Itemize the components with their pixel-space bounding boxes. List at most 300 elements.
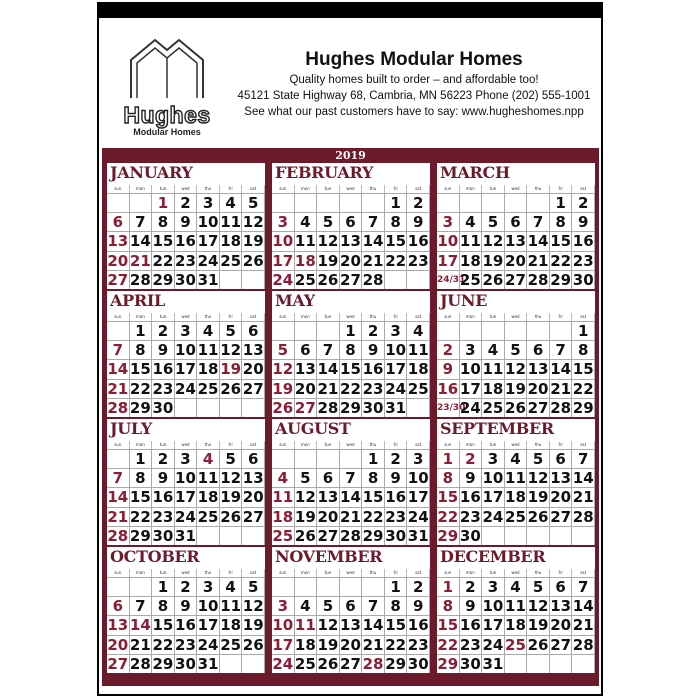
day-cell: 27	[107, 654, 129, 673]
day-cell: 3	[482, 449, 505, 468]
note-cell	[272, 321, 295, 340]
weekday-label: sat	[572, 313, 595, 321]
note-cell	[550, 526, 573, 545]
day-cell: 27	[550, 507, 572, 526]
day-cell: 9	[572, 212, 595, 231]
day-cell: 7	[550, 340, 573, 359]
day-cell: 26	[272, 398, 294, 417]
note-cell	[505, 193, 528, 212]
note-cell	[317, 577, 340, 596]
weekday-label: fri	[385, 185, 408, 193]
month-name: FEBRUARY	[275, 163, 374, 182]
calendar-year: 2019	[335, 149, 366, 162]
day-cell: 12	[317, 232, 339, 251]
note-cell	[107, 321, 130, 340]
note-cell	[295, 449, 318, 468]
day-cell: 9	[385, 468, 408, 487]
weekday-label: tue	[482, 313, 505, 321]
day-cell: 14	[340, 488, 361, 507]
day-cell: 18	[220, 616, 242, 635]
day-cell: 30	[175, 270, 196, 289]
day-cell: 4	[272, 468, 295, 487]
day-cell: 4	[505, 449, 528, 468]
weekday-label: sat	[572, 569, 595, 577]
day-cell: 30	[407, 654, 429, 673]
month-name: DECEMBER	[440, 547, 546, 566]
day-cell: 12	[220, 469, 242, 488]
day-cell: 31	[482, 654, 504, 673]
day-cell: 22	[152, 635, 174, 654]
day-cell: 18	[220, 232, 242, 251]
day-cell: 9	[175, 596, 198, 615]
weekday-header	[107, 441, 265, 449]
day-grid	[437, 321, 595, 417]
day-cell: 22	[152, 251, 174, 270]
day-cell: 9	[437, 359, 460, 378]
month-name: APRIL	[110, 291, 165, 310]
day-cell: 24	[459, 398, 481, 417]
note-cell	[572, 654, 595, 673]
weekday-label: tue	[317, 313, 340, 321]
day-cell: 1	[385, 577, 408, 596]
weekday-label: mon	[130, 313, 153, 321]
day-cell: 4	[505, 577, 528, 596]
day-cell: 30	[175, 654, 196, 673]
day-cell: 8	[362, 468, 385, 487]
day-cell: 21	[550, 379, 572, 398]
day-cell: 11	[505, 597, 526, 616]
day-cell: 11	[505, 469, 526, 488]
note-cell	[505, 654, 528, 673]
day-cell: 31	[197, 270, 219, 289]
day-cell: 27	[242, 379, 264, 398]
day-cell: 22	[362, 507, 384, 526]
day-cell: 3	[272, 596, 295, 615]
day-cell: 9	[175, 212, 198, 231]
month-october	[107, 547, 265, 673]
day-cell: 27	[242, 507, 264, 526]
day-cell: 24	[385, 379, 407, 398]
note-cell	[385, 270, 408, 289]
day-cell: 28	[107, 526, 129, 545]
day-cell: 28	[550, 398, 572, 417]
note-cell	[482, 526, 505, 545]
weekday-label: wed	[340, 313, 363, 321]
weekday-header	[437, 569, 595, 577]
day-cell: 19	[220, 488, 242, 507]
day-cell: 19	[527, 616, 549, 635]
day-cell: 2	[362, 321, 385, 340]
day-grid	[437, 449, 595, 545]
day-cell: 31	[407, 526, 429, 545]
day-cell: 20	[317, 507, 339, 526]
weekday-label: mon	[295, 441, 318, 449]
note-cell	[242, 654, 265, 673]
day-cell: 20	[294, 379, 316, 398]
note-cell	[550, 654, 573, 673]
day-cell: 15	[362, 488, 384, 507]
weekday-label: wed	[340, 441, 363, 449]
day-cell: 1	[152, 193, 175, 212]
day-cell: 29	[129, 398, 151, 417]
day-cell: 10	[407, 469, 429, 488]
day-cell: 25	[272, 526, 294, 545]
weekday-label: tue	[152, 313, 175, 321]
day-cell: 5	[482, 212, 505, 231]
note-cell	[550, 321, 573, 340]
day-cell: 14	[129, 232, 151, 251]
day-cell: 20	[107, 251, 129, 270]
day-cell: 8	[340, 340, 363, 359]
day-cell: 3	[460, 340, 483, 359]
day-cell: 4	[295, 212, 318, 231]
day-cell: 16	[152, 488, 174, 507]
day-cell: 2	[407, 193, 430, 212]
day-cell: 27	[317, 526, 339, 545]
day-cell: 10	[175, 469, 196, 488]
day-cell: 7	[527, 212, 550, 231]
month-name: AUGUST	[275, 419, 351, 438]
day-cell: 20	[107, 635, 129, 654]
company-logo	[113, 36, 221, 136]
day-cell: 27	[505, 270, 526, 289]
note-cell	[572, 526, 595, 545]
day-cell: 6	[340, 212, 363, 231]
day-cell: 26	[527, 635, 549, 654]
weekday-label: wed	[505, 185, 528, 193]
weekday-label: tue	[482, 441, 505, 449]
day-cell: 8	[152, 212, 175, 231]
day-cell: 24	[175, 507, 196, 526]
day-cell: 1	[130, 449, 153, 468]
day-cell: 6	[107, 596, 130, 615]
day-cell: 13	[242, 469, 264, 488]
day-cell: 13	[242, 341, 264, 360]
day-cell: 22	[572, 379, 594, 398]
day-cell: 26	[317, 270, 339, 289]
note-cell	[242, 270, 265, 289]
day-cell: 14	[129, 616, 151, 635]
weekday-label: tue	[482, 185, 505, 193]
note-cell	[295, 193, 318, 212]
day-cell: 29	[550, 270, 572, 289]
day-cell: 7	[130, 596, 153, 615]
day-cell: 7	[572, 449, 595, 468]
day-cell: 10	[385, 341, 407, 360]
day-cell: 21	[107, 379, 129, 398]
day-cell: 12	[482, 232, 504, 251]
day-cell: 28	[107, 398, 129, 417]
day-cell: 4	[197, 449, 220, 468]
day-cell: 10	[197, 213, 219, 232]
day-cell: 28	[572, 507, 594, 526]
note-cell	[220, 398, 243, 417]
day-cell: 13	[550, 469, 572, 488]
day-cell: 15	[572, 360, 594, 379]
day-cell: 6	[550, 449, 573, 468]
weekday-label: mon	[130, 185, 153, 193]
day-cell: 22	[340, 379, 361, 398]
day-cell: 11	[197, 469, 219, 488]
month-september	[437, 419, 595, 545]
day-cell: 24	[175, 379, 196, 398]
day-cell: 4	[482, 340, 505, 359]
day-cell: 8	[152, 596, 175, 615]
month-name: NOVEMBER	[275, 547, 383, 566]
day-cell: 10	[459, 360, 481, 379]
day-cell: 1	[130, 321, 153, 340]
calendar-sheet	[97, 2, 603, 696]
day-cell: 17	[482, 488, 504, 507]
day-cell: 3	[385, 321, 408, 340]
day-cell: 21	[340, 507, 361, 526]
note-cell	[340, 193, 363, 212]
day-cell: 17	[407, 488, 429, 507]
day-cell: 7	[107, 340, 130, 359]
note-cell	[130, 577, 153, 596]
day-cell: 10	[175, 341, 196, 360]
weekday-label: fri	[220, 185, 243, 193]
day-cell: 16	[459, 616, 481, 635]
day-cell: 11	[407, 341, 429, 360]
day-cell: 21	[362, 251, 384, 270]
day-cell: 1	[152, 577, 175, 596]
day-cell: 13	[107, 232, 129, 251]
day-cell: 14	[317, 360, 339, 379]
weekday-label: sat	[242, 313, 265, 321]
day-cell: 19	[220, 360, 242, 379]
calendar-grid	[102, 148, 599, 686]
day-cell: 17	[175, 360, 196, 379]
day-cell: 14	[107, 360, 129, 379]
day-cell: 15	[340, 360, 361, 379]
weekday-label: sat	[407, 313, 430, 321]
day-cell: 15	[152, 616, 174, 635]
day-cell: 11	[272, 488, 294, 507]
day-cell: 6	[242, 449, 265, 468]
day-cell: 6	[317, 468, 340, 487]
weekday-label: sun	[437, 441, 460, 449]
day-cell: 15	[550, 232, 572, 251]
day-cell: 29	[385, 654, 407, 673]
weekday-label: mon	[460, 185, 483, 193]
day-cell: 17	[272, 635, 294, 654]
weekday-label: sun	[107, 185, 130, 193]
day-cell: 2	[152, 449, 175, 468]
day-cell: 19	[505, 379, 526, 398]
day-cell: 5	[220, 321, 243, 340]
weekday-label: mon	[460, 441, 483, 449]
day-cell: 25	[220, 635, 242, 654]
day-cell: 18	[459, 251, 481, 270]
note-cell	[527, 654, 550, 673]
weekday-label: thu	[362, 569, 385, 577]
month-name: SEPTEMBER	[440, 419, 554, 438]
day-cell: 25	[197, 507, 219, 526]
day-cell: 5	[242, 193, 265, 212]
weekday-label: fri	[550, 313, 573, 321]
day-cell: 29	[340, 398, 361, 417]
day-cell: 5	[242, 577, 265, 596]
company-website: See what our past customers have to say: www.hugheshomes.npp	[244, 106, 584, 118]
day-cell: 5	[317, 596, 340, 615]
weekday-header	[272, 313, 430, 321]
weekday-header	[272, 185, 430, 193]
day-cell: 10	[197, 597, 219, 616]
day-cell: 15	[385, 616, 407, 635]
day-cell: 19	[317, 635, 339, 654]
day-cell: 26	[527, 507, 549, 526]
day-cell: 7	[340, 468, 363, 487]
day-cell: 27	[550, 635, 572, 654]
note-cell	[107, 449, 130, 468]
day-cell: 30	[152, 398, 174, 417]
day-cell: 24	[272, 270, 294, 289]
weekday-label: sun	[107, 441, 130, 449]
weekday-label: thu	[527, 313, 550, 321]
day-cell: 8	[572, 340, 595, 359]
weekday-label: sun	[272, 313, 295, 321]
day-cell: 19	[317, 251, 339, 270]
day-cell: 14	[107, 488, 129, 507]
month-february	[272, 163, 430, 289]
day-cell: 3	[197, 193, 220, 212]
day-cell: 20	[242, 488, 264, 507]
day-cell: 18	[294, 635, 316, 654]
day-cell: 26	[482, 270, 504, 289]
day-cell: 13	[107, 616, 129, 635]
weekday-label: tue	[317, 569, 340, 577]
weekday-label: thu	[527, 441, 550, 449]
day-cell: 20	[550, 616, 572, 635]
weekday-label: sat	[242, 569, 265, 577]
day-cell: 30	[459, 654, 481, 673]
day-cell: 17	[482, 616, 504, 635]
month-may	[272, 291, 430, 417]
day-cell: 28	[362, 654, 384, 673]
day-cell: 1	[572, 321, 595, 340]
day-cell: 15	[152, 232, 174, 251]
house-icon	[127, 36, 207, 100]
day-cell: 16	[437, 379, 459, 398]
day-cell: 11	[459, 232, 481, 251]
day-cell: 21	[572, 616, 594, 635]
day-cell: 3	[175, 449, 198, 468]
day-cell: 19	[294, 507, 316, 526]
day-cell: 15	[385, 232, 407, 251]
day-cell: 11	[220, 213, 242, 232]
company-name: Hughes Modular Homes	[305, 49, 523, 70]
day-cell: 1	[437, 449, 460, 468]
day-cell: 28	[129, 654, 151, 673]
day-cell: 23	[572, 251, 594, 270]
note-cell	[197, 398, 220, 417]
weekday-label: sun	[437, 185, 460, 193]
day-cell: 5	[295, 468, 318, 487]
day-cell: 25	[482, 398, 504, 417]
day-cell: 26	[317, 654, 339, 673]
month-january	[107, 163, 265, 289]
note-cell	[242, 526, 265, 545]
day-cell: 6	[340, 596, 363, 615]
day-cell: 9	[152, 468, 175, 487]
weekday-label: wed	[505, 569, 528, 577]
day-cell: 15	[129, 360, 151, 379]
day-cell: 18	[482, 379, 504, 398]
day-cell: 13	[317, 488, 339, 507]
company-address: 45121 State Highway 68, Cambria, MN 56223 Phone (202) 555-1001	[237, 90, 591, 102]
note-cell	[437, 193, 460, 212]
weekday-label: wed	[175, 185, 198, 193]
weekday-label: mon	[295, 185, 318, 193]
day-cell: 23	[175, 251, 196, 270]
day-cell: 9	[362, 340, 385, 359]
day-cell: 29	[129, 526, 151, 545]
day-cell: 22	[129, 507, 151, 526]
weekday-label: sun	[437, 313, 460, 321]
weekday-label: thu	[197, 185, 220, 193]
month-november	[272, 547, 430, 673]
note-cell	[295, 577, 318, 596]
weekday-label: wed	[505, 441, 528, 449]
day-cell: 23	[407, 635, 429, 654]
day-cell: 23	[407, 251, 429, 270]
day-cell: 20	[550, 488, 572, 507]
note-cell	[362, 193, 385, 212]
logo-subtitle: Modular Homes	[133, 127, 201, 137]
day-cell: 31	[175, 526, 196, 545]
weekday-header	[107, 185, 265, 193]
day-cell: 11	[294, 232, 316, 251]
weekday-header	[107, 569, 265, 577]
weekday-label: fri	[385, 569, 408, 577]
day-cell: 8	[437, 468, 460, 487]
weekday-header	[272, 441, 430, 449]
day-cell: 24	[197, 635, 219, 654]
day-cell: 22	[550, 251, 572, 270]
weekday-label: fri	[220, 569, 243, 577]
month-december	[437, 547, 595, 673]
weekday-label: fri	[220, 313, 243, 321]
day-cell: 9	[152, 340, 175, 359]
day-cell: 22	[385, 251, 407, 270]
day-cell: 26	[294, 526, 316, 545]
day-cell: 10	[272, 232, 294, 251]
day-cell: 13	[505, 232, 526, 251]
day-cell: 16	[572, 232, 594, 251]
day-cell: 12	[527, 597, 549, 616]
weekday-label: tue	[152, 185, 175, 193]
day-cell: 25	[294, 654, 316, 673]
day-cell: 28	[317, 398, 339, 417]
note-cell	[272, 577, 295, 596]
weekday-label: tue	[317, 441, 340, 449]
day-cell: 26	[220, 379, 242, 398]
day-cell: 8	[385, 596, 408, 615]
day-cell: 1	[385, 193, 408, 212]
weekday-label: thu	[197, 441, 220, 449]
day-cell: 17	[272, 251, 294, 270]
day-cell: 12	[317, 616, 339, 635]
month-july	[107, 419, 265, 545]
day-cell: 1	[362, 449, 385, 468]
day-cell: 25	[197, 379, 219, 398]
month-name: MARCH	[440, 163, 510, 182]
day-cell: 3	[197, 577, 220, 596]
weekday-header	[107, 313, 265, 321]
weekday-label: mon	[460, 569, 483, 577]
day-cell: 1	[550, 193, 573, 212]
